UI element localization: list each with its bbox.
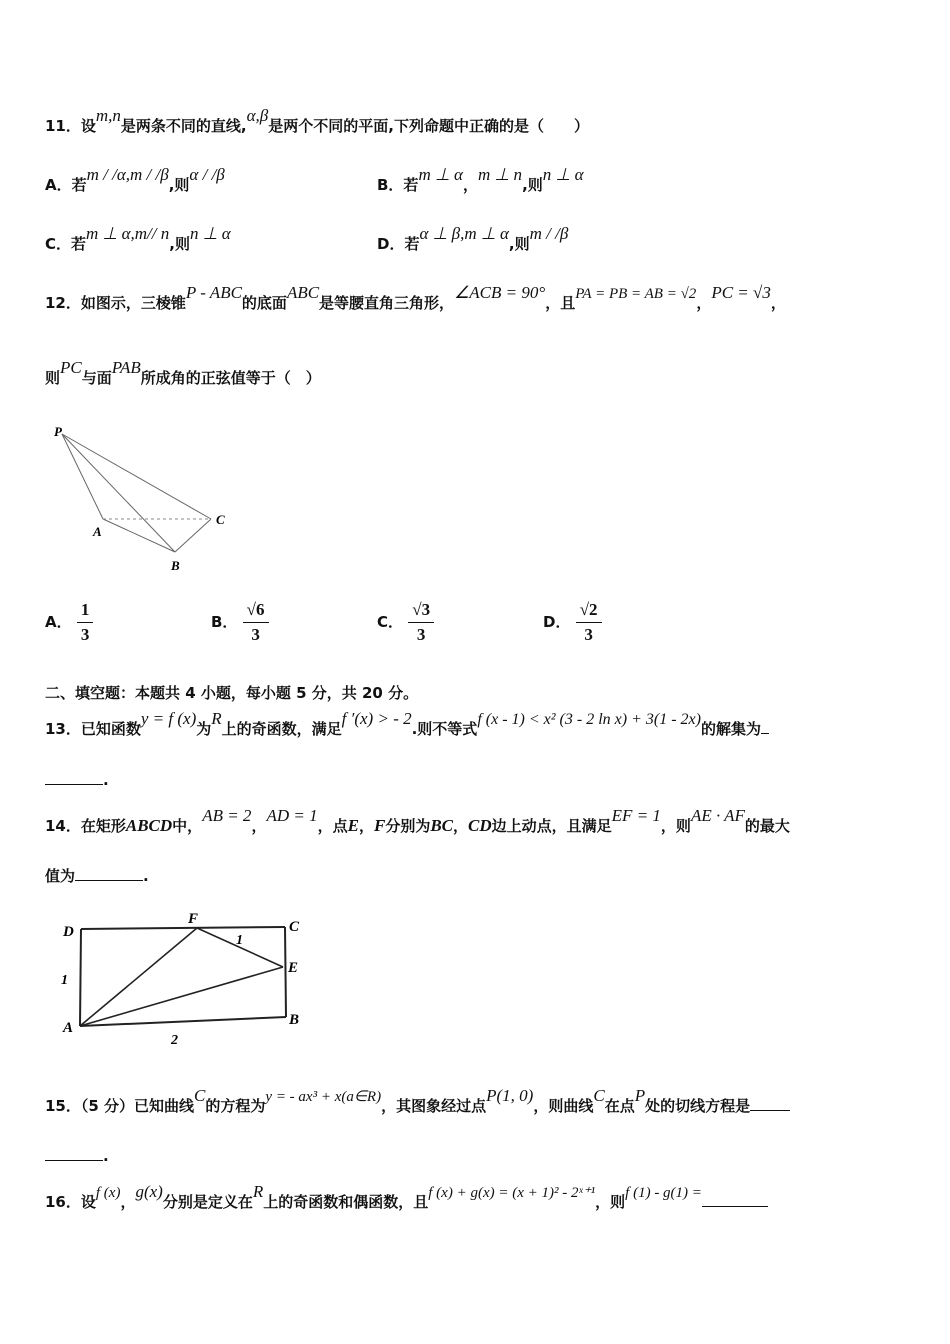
q11-option-b: B．若m ⊥ α，m ⊥ n,则n ⊥ α — [377, 165, 584, 194]
answer-blank — [75, 866, 143, 881]
q11-stem: 11．设m,n是两条不同的直线,α,β是两个不同的平面,下列命题中正确的是（ ） — [45, 106, 589, 135]
q14-stem-line1: 14．在矩形ABCD中，AB = 2，AD = 1，点E，F分别为BC，CD边上动点，且满足EF = 1，则AE · AF的最大 — [45, 806, 790, 835]
q12-option-d: D． $\frac{√2}{3}$ — [543, 600, 602, 645]
fraction: $\frac{1}{3}$ — [77, 600, 94, 645]
section-title: 二、填空题：本题共 4 小题，每小题 5 分，共 20 分。 — [45, 684, 419, 702]
answer-blank — [750, 1096, 790, 1111]
label-a: A — [93, 524, 102, 539]
q11-option-a: A．若m / /α,m / /β,则α / /β — [45, 165, 225, 194]
edge-ba — [80, 1017, 286, 1026]
answer-blank — [702, 1192, 768, 1207]
q15-stem: 15．（5 分）已知曲线C的方程为y = - ax³ + x(a∈R)，其图象经过点P(1, 0)，则曲线C在点P处的切线方程是 — [45, 1095, 790, 1116]
edge-pc — [62, 434, 211, 519]
label-c: C — [289, 919, 300, 935]
q12-option-c: C． $\frac{√3}{3}$ — [377, 600, 434, 645]
edge-cb — [285, 927, 286, 1017]
label-side-ab: 2 — [171, 1033, 178, 1048]
edge-ad — [80, 929, 81, 1026]
segment-ae — [80, 967, 283, 1026]
edge-pb — [62, 434, 175, 552]
q16-stem: 16．设f (x)，g(x)分别是定义在R上的奇函数和偶函数，且f (x) + g(x) = (x + 1)² - 2ˣ⁺¹，则f (1) - g(1) = — [45, 1191, 768, 1212]
q12-option-b: B． $\frac{√6}{3}$ — [211, 600, 269, 645]
q13-stem: 13．已知函数y = f (x)为R上的奇函数，满足f ′(x) > - 2.则不等式f (x - 1) < x² (3 - 2 ln x) + 3(1 - 2x)的解集为 — [45, 718, 769, 739]
q15-continuation: . — [45, 1146, 109, 1165]
label-b: B — [171, 558, 180, 573]
answer-blank — [45, 770, 103, 785]
label-p: P — [54, 424, 62, 439]
edge-bc — [175, 519, 211, 552]
q14-stem-line2: 值为 . — [45, 867, 149, 885]
label-c: C — [216, 512, 225, 527]
q13-continuation: . — [45, 770, 109, 789]
q14-rectangle-figure — [55, 910, 315, 1050]
answer-blank — [761, 719, 769, 734]
label-b: B — [289, 1012, 300, 1028]
edge-ab — [103, 519, 175, 552]
q12-option-a: A． $\frac{1}{3}$ — [45, 600, 93, 645]
label-f: F — [188, 911, 199, 927]
segment-af — [80, 928, 197, 1026]
q12-stem-line1: 12．如图示，三棱锥P - ABC的底面ABC是等腰直角三角形，∠ACB = 90°，且PA = PB = AB = √2，PC = √3， — [45, 283, 786, 312]
q12-stem-line2: 则PC与面PAB所成角的正弦值等于（ ） — [45, 358, 321, 387]
fraction: $\frac{√3}{3}$ — [408, 600, 434, 645]
label-e: E — [288, 960, 299, 976]
label-a: A — [63, 1020, 74, 1036]
edge-dc — [81, 927, 285, 929]
fraction: $\frac{√2}{3}$ — [576, 600, 602, 645]
answer-blank — [45, 1146, 103, 1161]
q11-option-c: C．若m ⊥ α,m// n,则n ⊥ α — [45, 224, 231, 253]
q12-pyramid-figure — [45, 418, 245, 578]
label-side-ef: 1 — [236, 933, 243, 948]
edge-pa — [62, 434, 103, 519]
fraction: $\frac{√6}{3}$ — [243, 600, 269, 645]
q11-option-d: D．若α ⊥ β,m ⊥ α,则m / /β — [377, 224, 569, 253]
label-d: D — [63, 924, 74, 940]
label-side-ad: 1 — [61, 973, 68, 988]
